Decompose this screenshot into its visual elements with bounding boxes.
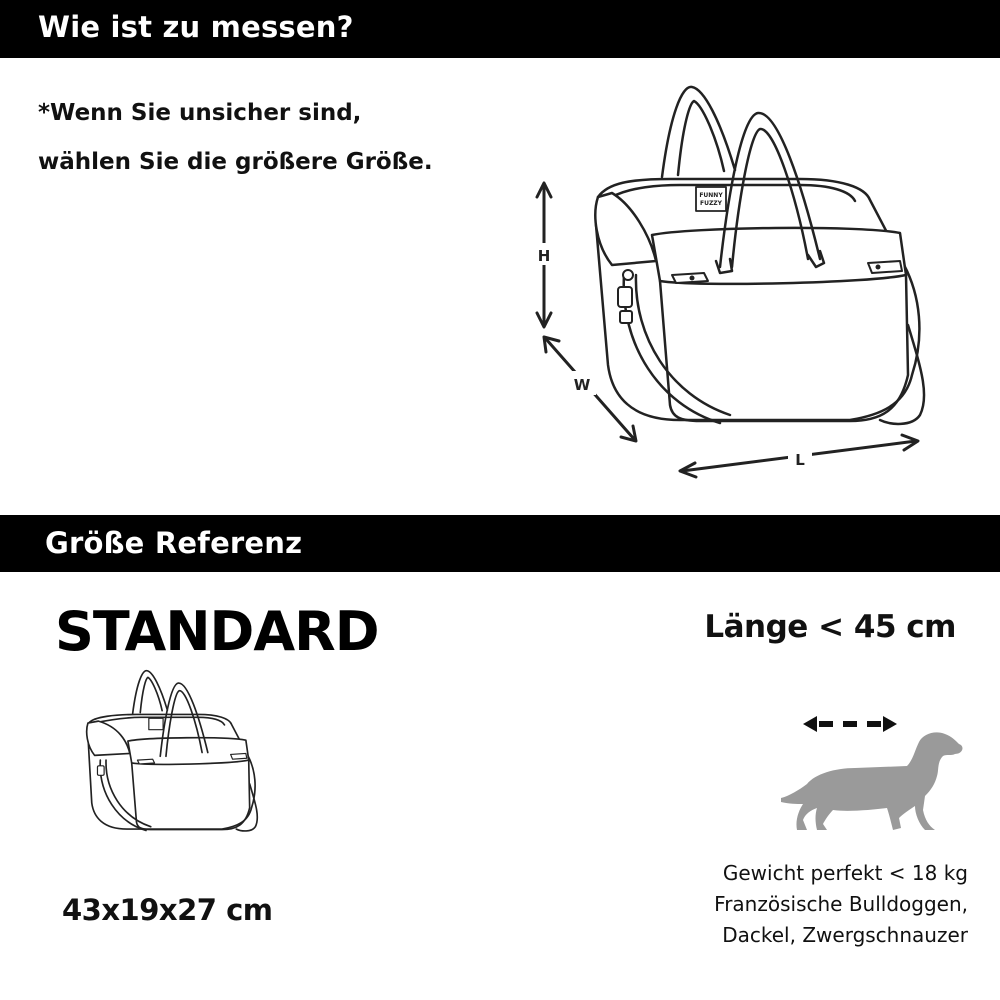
header-band: [0, 0, 1000, 58]
dashed-arrow-icon: [803, 716, 897, 732]
size-dimensions: 43x19x27 cm: [62, 893, 273, 927]
max-length: Länge < 45 cm: [704, 609, 956, 645]
bag-body: [596, 179, 919, 420]
dog-breeds-text-2: Dackel, Zwergschnauzer: [722, 923, 968, 947]
header-title: Wie ist zu messen?: [38, 10, 354, 44]
note-line-2: wählen Sie die größere Größe.: [38, 149, 433, 175]
bag-measurement-diagram: [520, 75, 940, 485]
dog-breeds-text-1: Französische Bulldoggen,: [714, 892, 968, 916]
height-label: H: [537, 247, 551, 265]
size-name: STANDARD: [55, 600, 379, 663]
brand-label-line2: FUZZY: [699, 200, 723, 207]
dog-weight-text: Gewicht perfekt < 18 kg: [722, 861, 968, 885]
length-label-diagram: L: [795, 451, 805, 469]
brand-label-line1: FUNNY: [699, 192, 723, 199]
dog-illustration: [775, 710, 970, 840]
reference-title: Größe Referenz: [45, 526, 303, 560]
width-label: W: [573, 376, 591, 394]
dachshund-icon: [781, 732, 962, 830]
note-line-1: *Wenn Sie unsicher sind,: [38, 100, 362, 126]
bag-icon: [60, 665, 270, 860]
reference-band: [0, 515, 1000, 572]
rear-handle: [662, 87, 735, 177]
